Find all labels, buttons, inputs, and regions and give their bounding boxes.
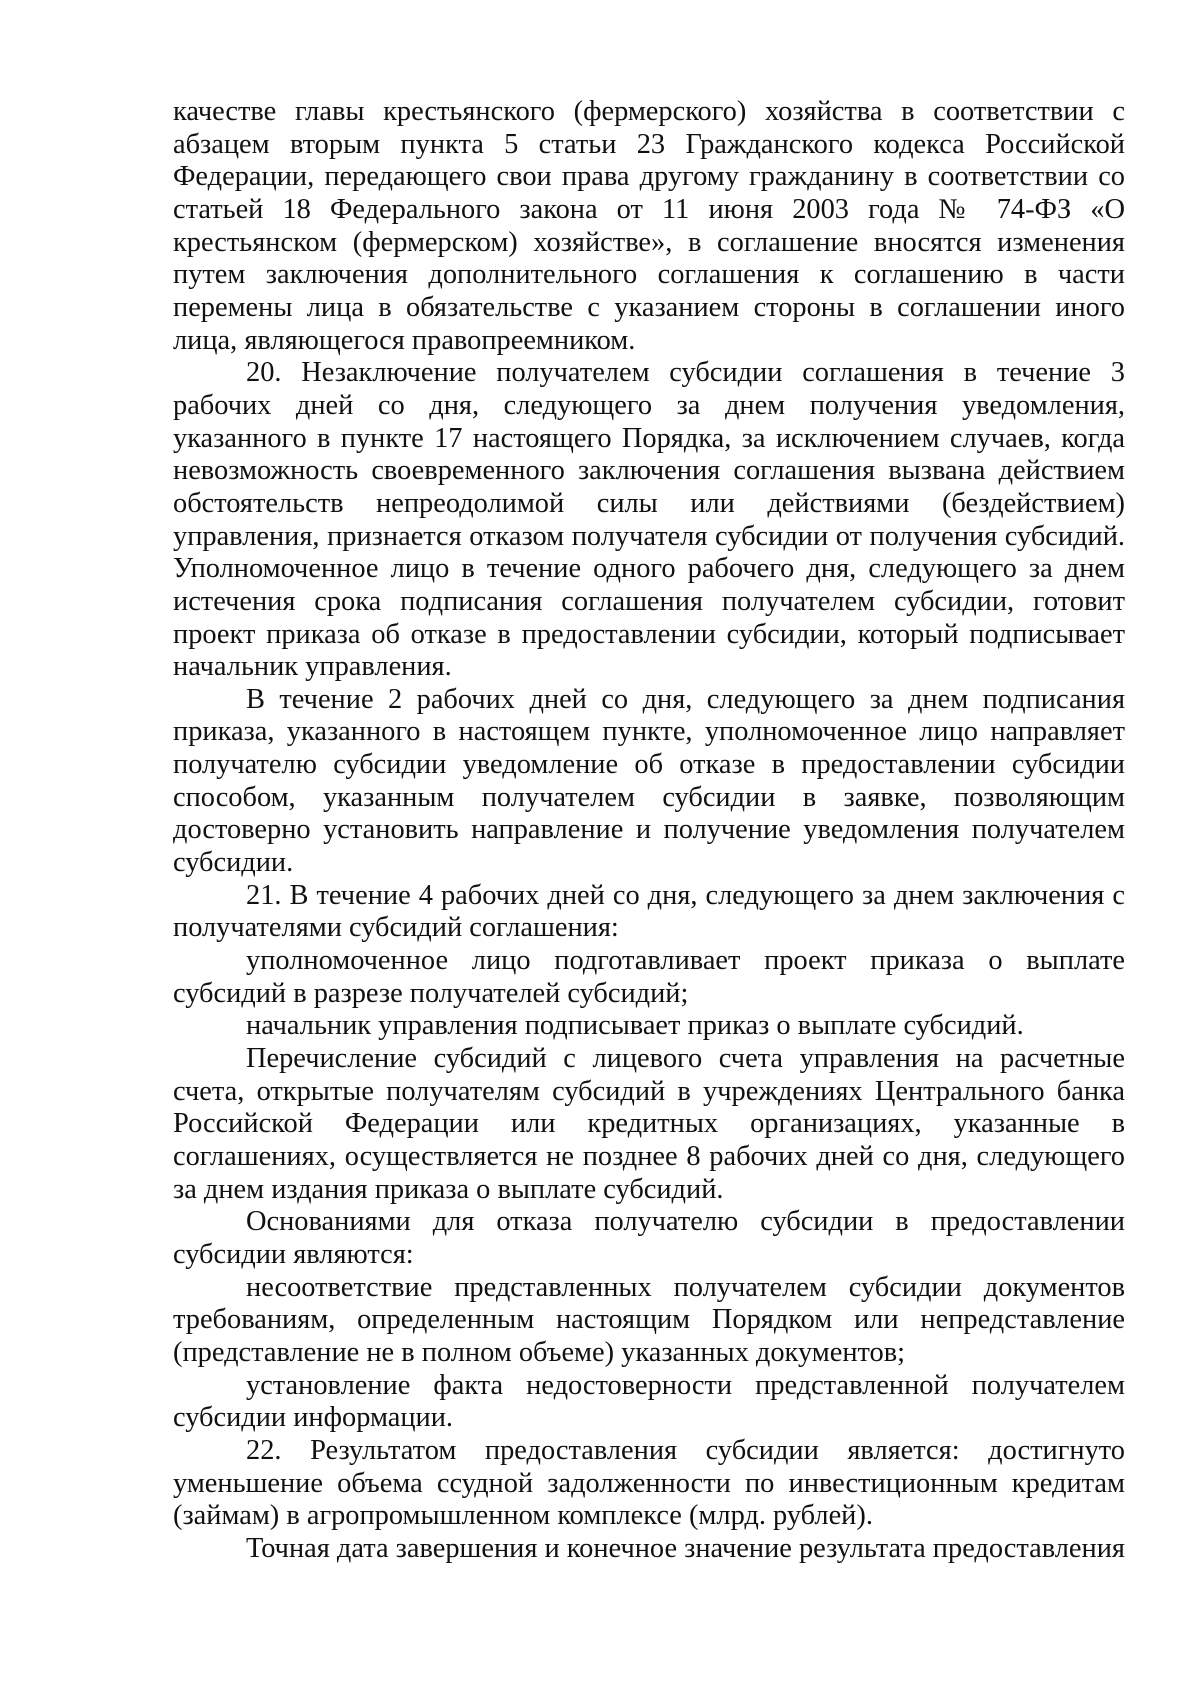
paragraph-refusal-notice: В течение 2 рабочих дней со дня, следующего за днем подписания приказа, указанного в настоящем пункте, уполномоченное лицо направляет получателю субсидии уведомление об отказе в предоставлении субсидии способом, указанным получателем субсидии в заявке, позволяющим достоверно установить направление и получение уведомления получателем субсидии. bbox=[173, 683, 1125, 879]
paragraph-prepare-order: уполномоченное лицо подготавливает проект приказа о выплате субсидий в разрезе получателей субсидий; bbox=[173, 945, 1125, 1009]
paragraph-ground-false-info: установление факта недостоверности представленной получателем субсидии информации. bbox=[173, 1369, 1125, 1434]
paragraph-continuation: качестве главы крестьянского (фермерского) хозяйства в соответствии с абзацем вторым пункта 5 статьи 23 Гражданского кодекса Российской Федерации, передающего свои права другому гражданину в соответствии со статьей 18 Федерального закона от 11 июня 2003 года № 74-ФЗ «О крестьянском (фермерском) хозяйстве», в соглашение вносятся изменения путем заключения дополнительного соглашения к соглашению в части перемены лица в обязательстве с указанием стороны в соглашении иного лица, являющегося правопреемником. bbox=[173, 96, 1125, 356]
paragraph-ground-mismatch: несоответствие представленных получателем субсидии документов требованиям, определенным настоящим Порядком или непредставление (представление не в полном объеме) указанных документов; bbox=[173, 1271, 1125, 1368]
paragraph-refusal-grounds: Основаниями для отказа получателю субсидии в предоставлении субсидии являются: bbox=[173, 1206, 1125, 1270]
paragraph-item-21: 21. В течение 4 рабочих дней со дня, следующего за днем заключения с получателями субсидий соглашения: bbox=[173, 879, 1125, 944]
paragraph-sign-order: начальник управления подписывает приказ о выплате субсидий. bbox=[246, 1010, 1024, 1042]
paragraph-transfer: Перечисление субсидий с лицевого счета управления на расчетные счета, открытые получателям субсидий в учреждениях Центрального банка Российской Федерации или кредитных организациях, указанные в соглашениях, осуществляется не позднее 8 рабочих дней со дня, следующего за днем издания приказа о выплате субсидий. bbox=[173, 1043, 1125, 1205]
paragraph-result-date: Точная дата завершения и конечное значение результата предоставления bbox=[246, 1532, 1125, 1564]
paragraph-item-20: 20. Незаключение получателем субсидии соглашения в течение 3 рабочих дней со дня, следующего за днем получения уведомления, указанного в пункте 17 настоящего Порядка, за исключением случаев, когда невозможность своевременного заключения соглашения вызвана действием обстоятельств непреодолимой силы или действиями (бездействием) управления, признается отказом получателя субсидии от получения субсидий. Уполномоченное лицо в течение одного рабочего дня, следующего за днем истечения срока подписания соглашения получателем субсидии, готовит проект приказа об отказе в предоставлении субсидии, который подписывает начальник управления. bbox=[173, 357, 1125, 683]
paragraph-item-22: 22. Результатом предоставления субсидии является: достигнуто уменьшение объема ссудной задолженности по инвестиционным кредитам (займам) в агропромышленном комплексе (млрд. рублей). bbox=[173, 1434, 1125, 1532]
document-page bbox=[173, 96, 1125, 1566]
